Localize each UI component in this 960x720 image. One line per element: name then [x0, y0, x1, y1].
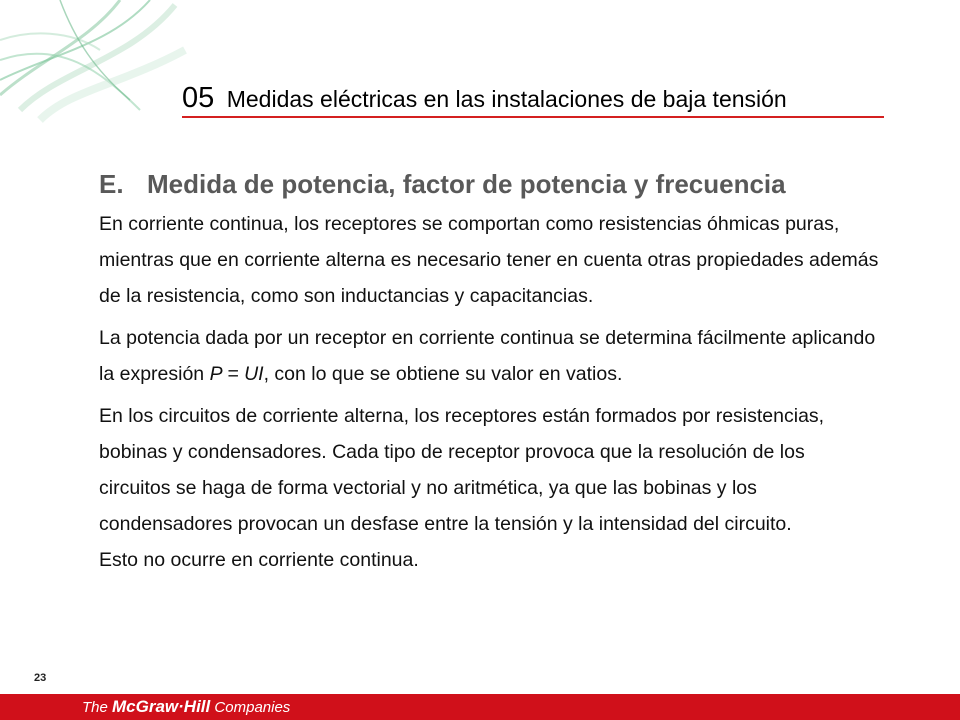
- logo-the: The: [82, 699, 113, 716]
- paragraph-3: En los circuitos de corriente alterna, los receptores están formados por resistencias, bobinas y condensadores. Cada tipo de receptor provoca que la resolución de los circuitos se haga de forma vectorial y no aritmética, ya que las bobinas y los condensadores provocan un desfase entre la tensión y la intensidad del circuito.: [99, 405, 825, 535]
- section-title: Medida de potencia, factor de potencia y frecuencia: [147, 169, 786, 199]
- green-swirl-icon: [0, 0, 190, 125]
- page-number: 23: [34, 672, 47, 684]
- paragraph-2-start: La potencia dada por un receptor en corriente continua se determina fácilmente aplicando la expresión: [99, 327, 876, 385]
- power-formula: P = UI: [209, 363, 264, 385]
- chapter-number: 05: [182, 82, 215, 114]
- chapter-header: [182, 80, 884, 118]
- paragraph-2-end: , con lo que se obtiene su valor en vatios.: [263, 363, 623, 385]
- body-text: [99, 206, 879, 578]
- section-letter: E.: [99, 169, 124, 199]
- section-heading: [99, 166, 899, 202]
- paragraph-4: Esto no ocurre en corriente continua.: [99, 549, 419, 571]
- paragraph-1: En corriente continua, los receptores se comportan como resistencias óhmicas puras, mientras que en corriente alterna es necesario tener en cuenta otras propiedades además de la resistencia, como son inductancias y capacitancias.: [99, 213, 879, 307]
- logo-name: McGraw·Hill: [112, 697, 211, 716]
- paragraph-2: [99, 320, 879, 392]
- footer-bar: [0, 694, 960, 720]
- logo-suffix: Companies: [210, 699, 291, 716]
- chapter-title: Medidas eléctricas en las instalaciones de baja tensión: [226, 86, 787, 112]
- publisher-logo: [82, 697, 290, 718]
